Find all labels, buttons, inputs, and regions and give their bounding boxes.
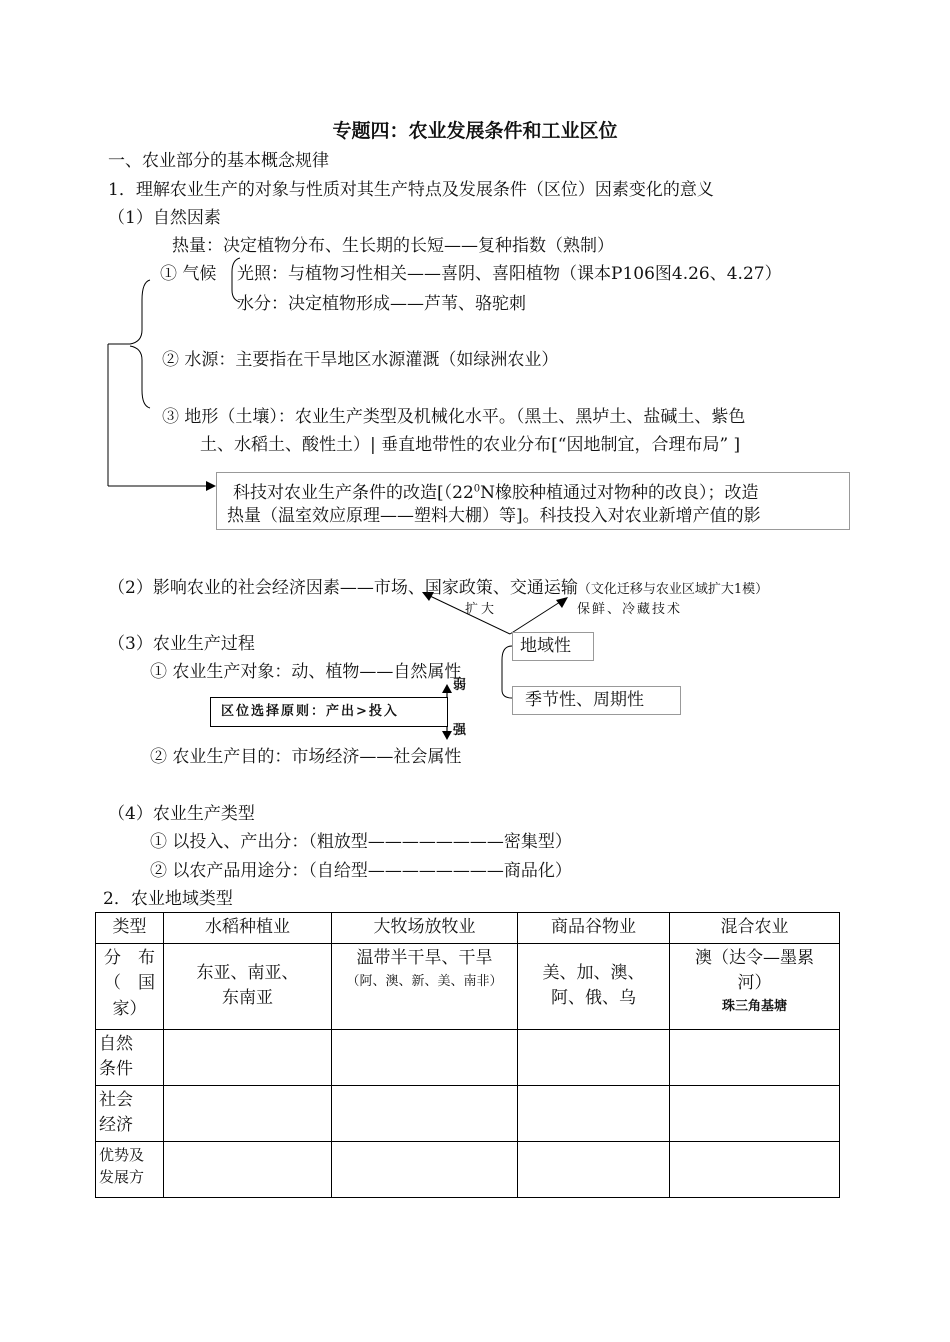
dist-label-line: 家） — [112, 998, 147, 1019]
expand-label: 扩大 — [465, 602, 498, 617]
social-heading: （2）影响农业的社会经济因素——市场、国家政策、交通运输（文化迁移与农业区域扩大1模） — [108, 578, 769, 598]
empty-cell — [670, 1141, 840, 1197]
by-use-line: ② 以农产品用途分：（自给型————————商品化） — [150, 861, 572, 881]
regional-label: 地域性 — [520, 636, 571, 656]
table-row — [96, 943, 840, 1029]
object-line: ① 农业生产对象：动、植物——自然属性 — [150, 662, 462, 682]
table-row — [96, 1141, 840, 1197]
regional-box — [512, 632, 594, 661]
empty-cell — [332, 1085, 518, 1141]
empty-cell — [332, 1029, 518, 1085]
dist-label-line: 分 布 — [104, 947, 155, 968]
row-head-text: 优势及 — [99, 1145, 145, 1164]
item2-heading: 2．农业地域类型 — [103, 889, 233, 909]
table-row — [96, 1085, 840, 1141]
fresh-label: 保鲜、冷藏技术 — [577, 602, 683, 617]
header-cell: 商品谷物业 — [518, 913, 670, 944]
process-heading: （3）农业生产过程 — [108, 634, 255, 654]
dist-rice-cell — [164, 943, 332, 1029]
empty-cell — [670, 1029, 840, 1085]
header-cell: 大牧场放牧业 — [332, 913, 518, 944]
terrain-line-1: ③ 地形（土壤）：农业生产类型及机械化水平。（黑土、黑垆土、盐碱土、紫色 — [162, 407, 746, 427]
heat-line: 热量：决定植物分布、生长期的长短——复种指数（熟制） — [172, 236, 614, 256]
dist-label-cell — [96, 943, 164, 1029]
dist-text: 河） — [737, 973, 772, 993]
dist-extra: 珠三角基塘 — [721, 998, 787, 1014]
light-line: 光照：与植物习性相关——喜阴、喜阳植物（课本P106图4.26、4.27） — [237, 264, 782, 284]
natural-heading: （1）自然因素 — [108, 208, 221, 228]
water-line: 水分：决定植物形成——芦苇、骆驼刺 — [237, 294, 526, 314]
principle-label: 区位选择原则：产出>投入 — [221, 704, 399, 719]
dist-text: 美、加、澳、 — [542, 962, 645, 983]
row-head-cell — [96, 1085, 164, 1141]
dist-text: 温带半干旱、干旱 — [356, 947, 493, 968]
purpose-line: ② 农业生产目的：市场经济——社会属性 — [150, 747, 462, 767]
tech-box — [216, 472, 850, 530]
row-head-cell — [96, 1029, 164, 1085]
row-head-cell — [96, 1141, 164, 1197]
dist-ranch-cell — [332, 943, 518, 1029]
dist-grain-cell — [518, 943, 670, 1029]
header-cell: 类型 — [96, 913, 164, 944]
row-head-text: 条件 — [99, 1059, 133, 1079]
empty-cell — [518, 1141, 670, 1197]
dist-text: 澳（达令—墨累 — [695, 947, 814, 968]
dist-mixed-cell — [670, 943, 840, 1029]
climate-label: ① 气候 — [160, 264, 217, 284]
agri-type-table — [95, 912, 840, 1198]
tech-line-1: 科技对农业生产条件的改造[（$22^0N$橡胶种植通过对物种的改良）；改造 — [233, 483, 759, 503]
principle-box — [210, 697, 448, 727]
seasonal-box — [512, 686, 681, 715]
empty-cell — [670, 1085, 840, 1141]
table-header-row — [96, 913, 840, 944]
dist-text: 东亚、南亚、 — [196, 962, 299, 983]
empty-cell — [164, 1141, 332, 1197]
row-head-text: 社会 — [99, 1089, 133, 1110]
row-head-text: 自然 — [99, 1033, 133, 1054]
terrain-line-2: 土、水稻土、酸性土）| 垂直地带性的农业分布[“因地制宜，合理布局” ] — [200, 435, 741, 455]
row-head-text: 发展方 — [99, 1168, 145, 1186]
header-cell: 水稻种植业 — [164, 913, 332, 944]
types-heading: （4）农业生产类型 — [108, 804, 255, 824]
section-heading: 一、农业部分的基本概念规律 — [108, 151, 329, 171]
strong-label: 强 — [453, 723, 467, 738]
empty-cell — [518, 1029, 670, 1085]
by-input-line: ① 以投入、产出分：（粗放型————————密集型） — [150, 832, 572, 852]
dist-text: 阿、俄、乌 — [551, 988, 636, 1008]
table-row — [96, 1029, 840, 1085]
water-source-line: ② 水源：主要指在干旱地区水源灌溉（如绿洲农业） — [162, 350, 559, 370]
item-heading: 1．理解农业生产的对象与性质对其生产特点及发展条件（区位）因素变化的意义 — [108, 180, 714, 200]
dist-subtext: （阿、澳、新、美、南非） — [346, 974, 503, 989]
tech-line-2: 热量（温室效应原理——塑料大棚）等]。科技投入对农业新增产值的影 — [227, 506, 761, 526]
empty-cell — [164, 1029, 332, 1085]
page-title: 专题四：农业发展条件和工业区位 — [332, 120, 618, 142]
weak-label: 弱 — [453, 678, 467, 693]
dist-label-line: （ 国 — [104, 973, 155, 993]
empty-cell — [164, 1085, 332, 1141]
row-head-text: 经济 — [99, 1115, 133, 1135]
seasonal-label: 季节性、周期性 — [525, 690, 644, 710]
dist-text: 东南亚 — [222, 988, 273, 1008]
header-cell: 混合农业 — [670, 913, 840, 944]
empty-cell — [518, 1085, 670, 1141]
empty-cell — [332, 1141, 518, 1197]
